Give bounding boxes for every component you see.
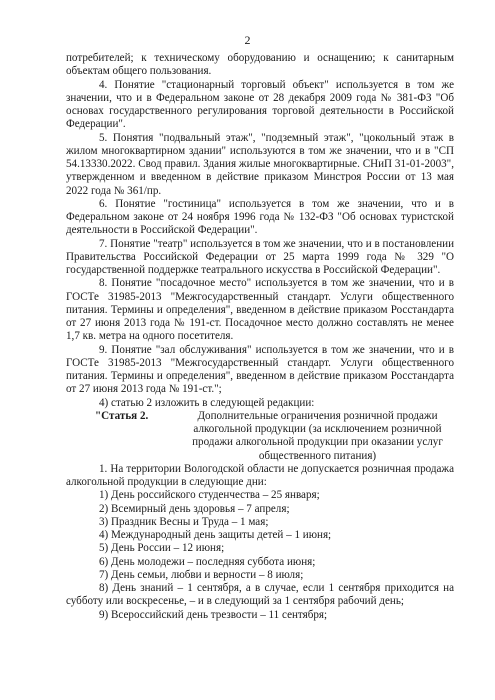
list-item: 4) Международный день защиты детей – 1 июня;	[99, 529, 332, 541]
paragraph-item-9: 9. Понятие "зал обслуживания" используется в том же значении, что и в ГОСТе 31985-2013 "Межгосударственный стандарт. Услуги общественного питания. Термины и определения", введенном в действие приказом Росстандарта от 27 июня 2013 года № 191-ст.";	[66, 343, 454, 396]
list-item: 7) День семьи, любви и верности – 8 июля;	[99, 568, 304, 581]
article-heading	[66, 410, 454, 463]
list-item: 5) День России – 12 июня;	[99, 542, 225, 555]
paragraph-item-7: 7. Понятие "театр" используется в том же значении, что и в постановлении Правительства Российской Федерации от 25 марта 1999 года № 329 "О государственной поддержке театрального искусства в Российской Федерации".	[66, 237, 454, 276]
list-item: 9) Всероссийский день трезвости – 11 сентября;	[99, 608, 328, 621]
paragraph-item-4: 4. Понятие "стационарный торговый объект" используется в том же значении, что и в Федеральном законе от 28 декабря 2009 года № 381-ФЗ "Об основах государственного регулирования торговой деятельности в Российской Федерации".	[66, 78, 454, 131]
paragraph-continuation: потребителей; к техническому оборудованию и оснащению; к санитарным объектам общего пользования.	[66, 52, 454, 78]
list-item: 6) День молодежи – последняя суббота июня;	[99, 555, 316, 568]
list-item: 1) День российского студенчества – 25 января;	[99, 489, 320, 502]
paragraph-item-5: 5. Понятия "подвальный этаж", "подземный этаж", "цокольный этаж в жилом многоквартирном здании" используются в том же значении, что и в "СП 54.13330.2022. Свод правил. Здания жилые многоквартирные. СНиП 31-01-2003", утвержденном и введенном в действие приказом Минстроя России от 13 мая 2022 года № 361/пр.	[66, 131, 454, 197]
paragraph-amendment-4: 4) статью 2 изложить в следующей редакции:	[99, 396, 315, 409]
document-body	[66, 52, 454, 622]
article-title: Дополнительные ограничения розничной продажи алкогольной продукции (за исключением розничной продажи алкогольной продукции при оказании услуг общественного питания)	[192, 409, 443, 462]
paragraph-item-6: 6. Понятие "гостиница" используется в том же значении, что и в Федеральном законе от 24 ноября 1996 года № 132-ФЗ "Об основах туристской деятельности в Российской Федерации".	[66, 197, 454, 237]
list-item: 8) День знаний – 1 сентября, а в случае, если 1 сентября приходится на субботу или воскресенье, – и в следующий за 1 сентября рабочий день;	[66, 582, 454, 608]
paragraph-item-8: 8. Понятие "посадочное место" используется в том же значении, что и в ГОСТе 31985-2013 "Межгосударственный стандарт. Услуги общественного питания. Термины и определения", введенном в действие приказом Росстандарта от 27 июня 2013 года № 191-ст. Посадочное место должно составлять не менее 1,7 кв. метра на одного посетителя.	[66, 277, 454, 343]
page-number: 2	[244, 33, 251, 47]
list-item: 2) Всемирный день здоровья – 7 апреля;	[99, 502, 290, 515]
list-item: 3) Праздник Весны и Труда – 1 мая;	[99, 515, 269, 528]
article-label: "Статья 2.	[95, 409, 149, 422]
clause-1: 1. На территории Вологодской области не допускается розничная продажа алкогольной продукции в следующие дни:	[66, 462, 454, 488]
